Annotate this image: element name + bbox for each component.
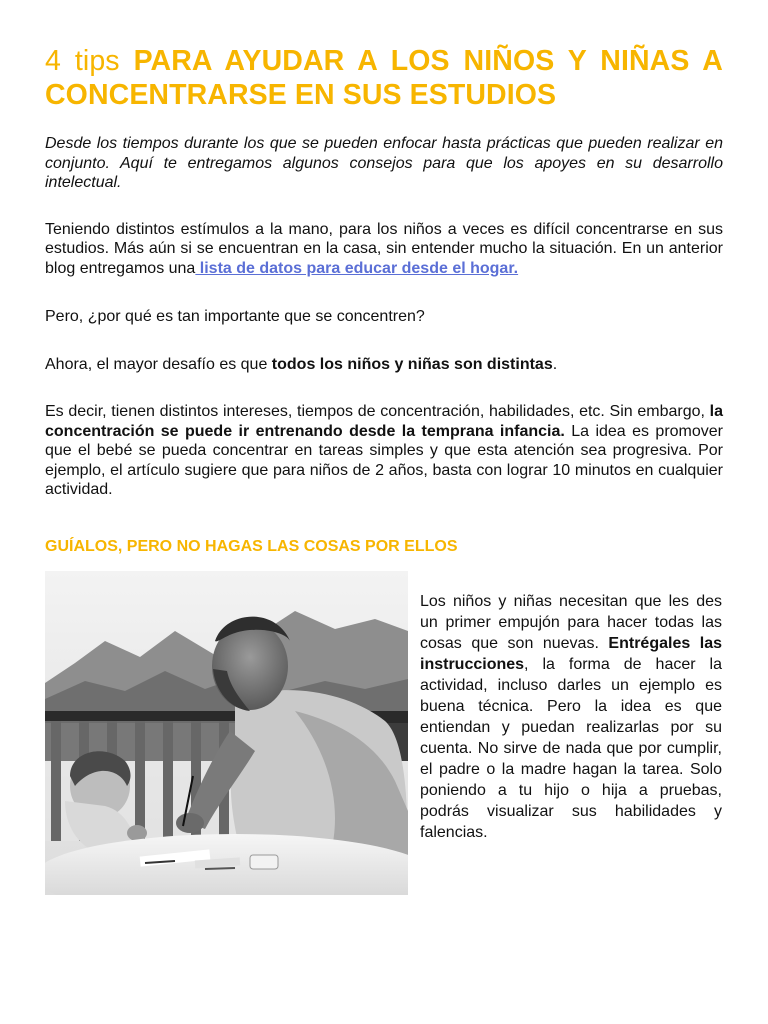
section-paragraph (420, 591, 722, 843)
section-paragraph-after: , la forma de hacer la actividad, incluso darles un ejemplo es buena técnica. Pero la idea es que entiendan y puedan realizarlas por su cuenta. No sirve de nada que por cumplir, el padre o la madre hagan la tarea. Solo poniendo a tu hijo o hija a pruebas, podrás visualizar sus habilidades y falencias. (420, 655, 722, 841)
paragraph-challenge-before: Ahora, el mayor desafío es que (45, 355, 272, 373)
page-title (45, 44, 723, 112)
father-daughter-drawing-photo (45, 571, 408, 895)
paragraph-stimuli (45, 220, 723, 279)
title-main: PARA AYUDAR A LOS NIÑOS Y NIÑAS A CONCENTRARSE EN SUS ESTUDIOS (45, 45, 723, 111)
section-paragraph-before: Los niños y niñas necesitan que les des un primer empujón para hacer todas las cosas que son nuevas. (420, 592, 722, 652)
paragraph-stimuli-text: Teniendo distintos estímulos a la mano, para los niños a veces es difícil concentrarse en sus estudios. Más aún si se encuentran en la casa, sin entender mucho la situación. En un anterior blog entregamos una (45, 220, 723, 277)
educar-desde-el-hogar-link[interactable]: lista de datos para educar desde el hogar. (195, 259, 519, 277)
section-paragraph-bold: Entrégales las instrucciones (420, 634, 722, 673)
paragraph-challenge-bold: todos los niños y niñas son distintas (271, 355, 553, 373)
paragraph-concentration-before: Es decir, tienen distintos intereses, tiempos de concentración, habilidades, etc. Sin embargo, (45, 403, 710, 420)
section-heading: GUÍALOS, PERO NO HAGAS LAS COSAS POR ELLOS (45, 537, 458, 555)
paragraph-challenge-after: . (552, 355, 558, 373)
paragraph-concentration-after: La idea es promover que el bebé se pueda concentrar en tareas simples y que esta atención sea progresiva. Por ejemplo, el artículo sugiere que para niños de 2 años, basta con lograr 10 minutos en cualquier actividad. (45, 422, 723, 498)
paragraph-concentration (45, 402, 723, 500)
intro-paragraph: Desde los tiempos durante los que se pueden enfocar hasta prácticas que pueden realizar en conjunto. Aquí te entregamos algunos consejos para que los apoyes en su desarrollo intelectual. (45, 135, 723, 191)
paragraph-concentration-bold: la concentración se puede ir entrenando desde la temprana infancia. (45, 403, 723, 440)
paragraph-challenge (45, 355, 723, 375)
title-prefix: 4 tips (45, 45, 134, 77)
document-page (45, 44, 723, 901)
guide-section (45, 571, 723, 901)
paragraph-question: Pero, ¿por qué es tan importante que se concentren? (45, 308, 425, 325)
